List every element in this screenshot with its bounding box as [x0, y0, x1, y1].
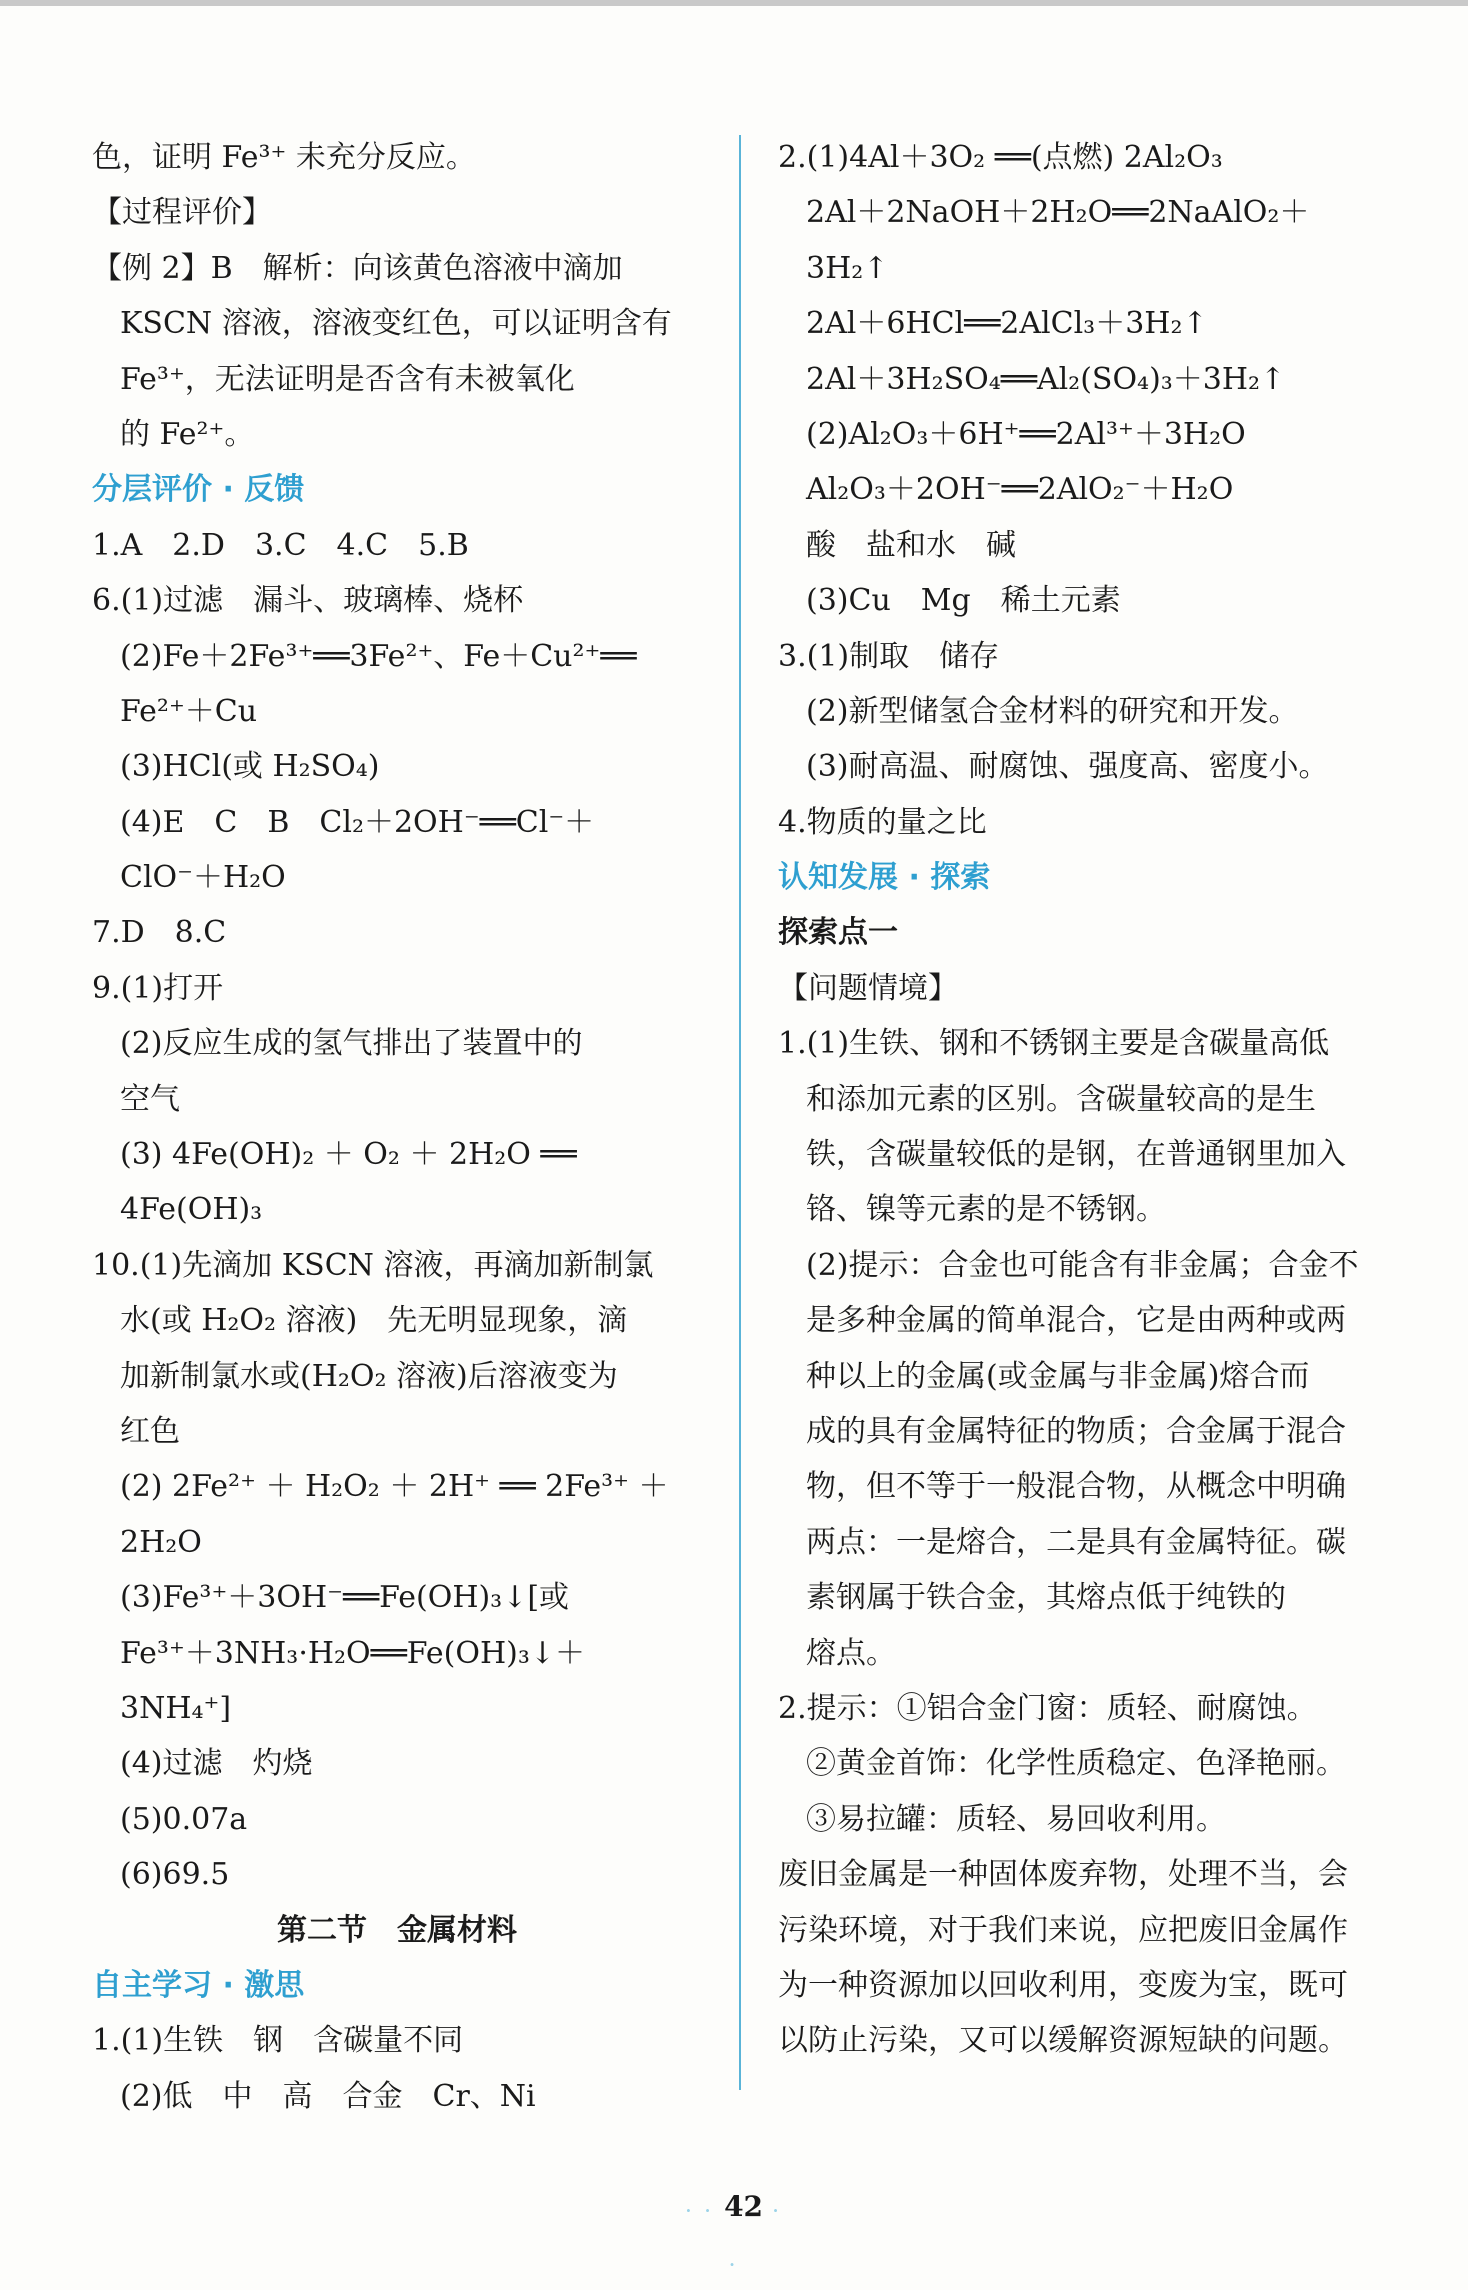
text-line: 成的具有金属特征的物质；合金属于混合 [806, 1413, 1346, 1449]
text-line: KSCN 溶液，溶液变红色，可以证明含有 [120, 306, 672, 342]
text-line: 红色 [120, 1413, 180, 1449]
text-line: 10.(1)先滴加 KSCN 溶液，再滴加新制氯 [92, 1247, 654, 1283]
text-line: (3)Cu Mg 稀土元素 [806, 583, 1121, 619]
text-line: 4.物质的量之比 [778, 804, 987, 840]
section-heading: 第二节 金属材料 [277, 1912, 517, 1948]
text-line: (4)过滤 灼烧 [120, 1746, 313, 1782]
text-line: 为一种资源加以回收利用，变废为宝，既可 [778, 1967, 1348, 2003]
text-line: Fe²⁺＋Cu [120, 693, 258, 729]
text-line: 和添加元素的区别。含碳量较高的是生 [806, 1081, 1316, 1117]
text-line: Al₂O₃＋2OH⁻══2AlO₂⁻＋H₂O [806, 472, 1234, 508]
section-heading: 认知发展 · 探索 [778, 860, 991, 896]
text-line: 物，但不等于一般混合物，从概念中明确 [806, 1469, 1346, 1505]
text-line: 种以上的金属(或金属与非金属)熔合而 [806, 1358, 1310, 1394]
text-line: 3NH₄⁺] [120, 1690, 232, 1726]
text-line: (3)Fe³⁺＋3OH⁻══Fe(OH)₃↓[或 [120, 1580, 570, 1616]
text-line: 水(或 H₂O₂ 溶液) 先无明显现象，滴 [120, 1303, 628, 1339]
text-line: 【例 2】B 解析：向该黄色溶液中滴加 [92, 250, 623, 286]
text-line: 6.(1)过滤 漏斗、玻璃棒、烧杯 [92, 583, 524, 619]
text-line: 铬、镍等元素的是不锈钢。 [806, 1192, 1166, 1228]
text-line: 3H₂↑ [806, 250, 889, 286]
text-line: (2)Al₂O₃＋6H⁺══2Al³⁺＋3H₂O [806, 416, 1246, 452]
text-line: 2.(1)4Al＋3O₂ ══(点燃) 2Al₂O₃ [778, 140, 1223, 175]
text-line: 以防止污染，又可以缓解资源短缺的问题。 [778, 2023, 1348, 2059]
text-line: (2) 2Fe²⁺ ＋ H₂O₂ ＋ 2H⁺ ══ 2Fe³⁺ ＋ [120, 1469, 669, 1505]
text-line: 1.A 2.D 3.C 4.C 5.B [92, 527, 469, 563]
text-line: (2)低 中 高 合金 Cr、Ni [120, 2078, 536, 2114]
text-line: 的 Fe²⁺。 [120, 416, 255, 452]
text-line: (3)HCl(或 H₂SO₄) [120, 749, 380, 785]
text-line: 加新制氯水或(H₂O₂ 溶液)后溶液变为 [120, 1358, 618, 1394]
text-line: (4)E C B Cl₂＋2OH⁻══Cl⁻＋ [120, 804, 595, 840]
text-line: 【过程评价】 [92, 195, 272, 231]
text-line: (3)耐高温、耐腐蚀、强度高、密度小。 [806, 749, 1329, 785]
text-line: 色，证明 Fe³⁺ 未充分反应。 [92, 140, 476, 175]
text-line: 2H₂O [120, 1524, 202, 1560]
text-line: 熔点。 [806, 1635, 896, 1671]
text-line: 【问题情境】 [778, 970, 958, 1006]
text-line: ③易拉罐：质轻、易回收利用。 [806, 1801, 1226, 1837]
text-line: 两点：一是熔合，二是具有金属特征。碳 [806, 1524, 1346, 1560]
text-line: 2Al＋6HCl══2AlCl₃＋3H₂↑ [806, 306, 1208, 342]
text-line: (2)Fe＋2Fe³⁺══3Fe²⁺、Fe＋Cu²⁺══ [120, 638, 637, 674]
text-line: 1.(1)生铁、钢和不锈钢主要是含碳量高低 [778, 1026, 1330, 1062]
text-line: (2)反应生成的氢气排出了装置中的 [120, 1026, 583, 1062]
page-number-text: 42 [724, 2190, 764, 2223]
text-line: 空气 [120, 1081, 180, 1117]
text-line: 探索点一 [778, 915, 898, 951]
top-edge [0, 0, 1468, 6]
text-line: 酸 盐和水 碱 [806, 527, 1016, 563]
text-line: 2Al＋3H₂SO₄══Al₂(SO₄)₃＋3H₂↑ [806, 361, 1286, 397]
section-heading: 自主学习 · 激思 [92, 1967, 305, 2003]
text-line: 2.提示：①铝合金门窗：质轻、耐腐蚀。 [778, 1690, 1317, 1726]
page-number: · · 42 · · [685, 2190, 783, 2274]
text-line: 3.(1)制取 储存 [778, 638, 1000, 674]
text-line: (3) 4Fe(OH)₂ ＋ O₂ ＋ 2H₂O ══ [120, 1137, 577, 1173]
text-line: (5)0.07a [120, 1801, 248, 1837]
text-line: Fe³⁺，无法证明是否含有未被氧化 [120, 361, 575, 397]
text-line: 4Fe(OH)₃ [120, 1192, 263, 1228]
text-line: ②黄金首饰：化学性质稳定、色泽艳丽。 [806, 1746, 1346, 1782]
text-line: 铁，含碳量较低的是钢，在普通钢里加入 [806, 1137, 1346, 1173]
text-line: Fe³⁺＋3NH₃·H₂O══Fe(OH)₃↓＋ [120, 1635, 586, 1671]
section-heading: 分层评价 · 反馈 [92, 472, 305, 508]
text-line: (2)提示：合金也可能含有非金属；合金不 [806, 1247, 1359, 1283]
text-line: 7.D 8.C [92, 915, 227, 951]
text-line: 9.(1)打开 [92, 970, 224, 1006]
text-line: 1.(1)生铁 钢 含碳量不同 [92, 2023, 464, 2059]
left-column [92, 130, 702, 2124]
text-line: 是多种金属的简单混合，它是由两种或两 [806, 1303, 1346, 1339]
column-divider [739, 135, 741, 2090]
text-line: 2Al＋2NaOH＋2H₂O══2NaAlO₂＋ [806, 195, 1310, 231]
text-line: 废旧金属是一种固体废弃物，处理不当，会 [778, 1857, 1348, 1893]
text-line: (6)69.5 [120, 1857, 230, 1893]
right-column [778, 130, 1393, 2069]
text-line: (2)新型储氢合金材料的研究和开发。 [806, 693, 1299, 729]
text-line: ClO⁻＋H₂O [120, 860, 286, 896]
text-line: 素钢属于铁合金，其熔点低于纯铁的 [806, 1580, 1286, 1616]
text-line: 污染环境，对于我们来说，应把废旧金属作 [778, 1912, 1348, 1948]
